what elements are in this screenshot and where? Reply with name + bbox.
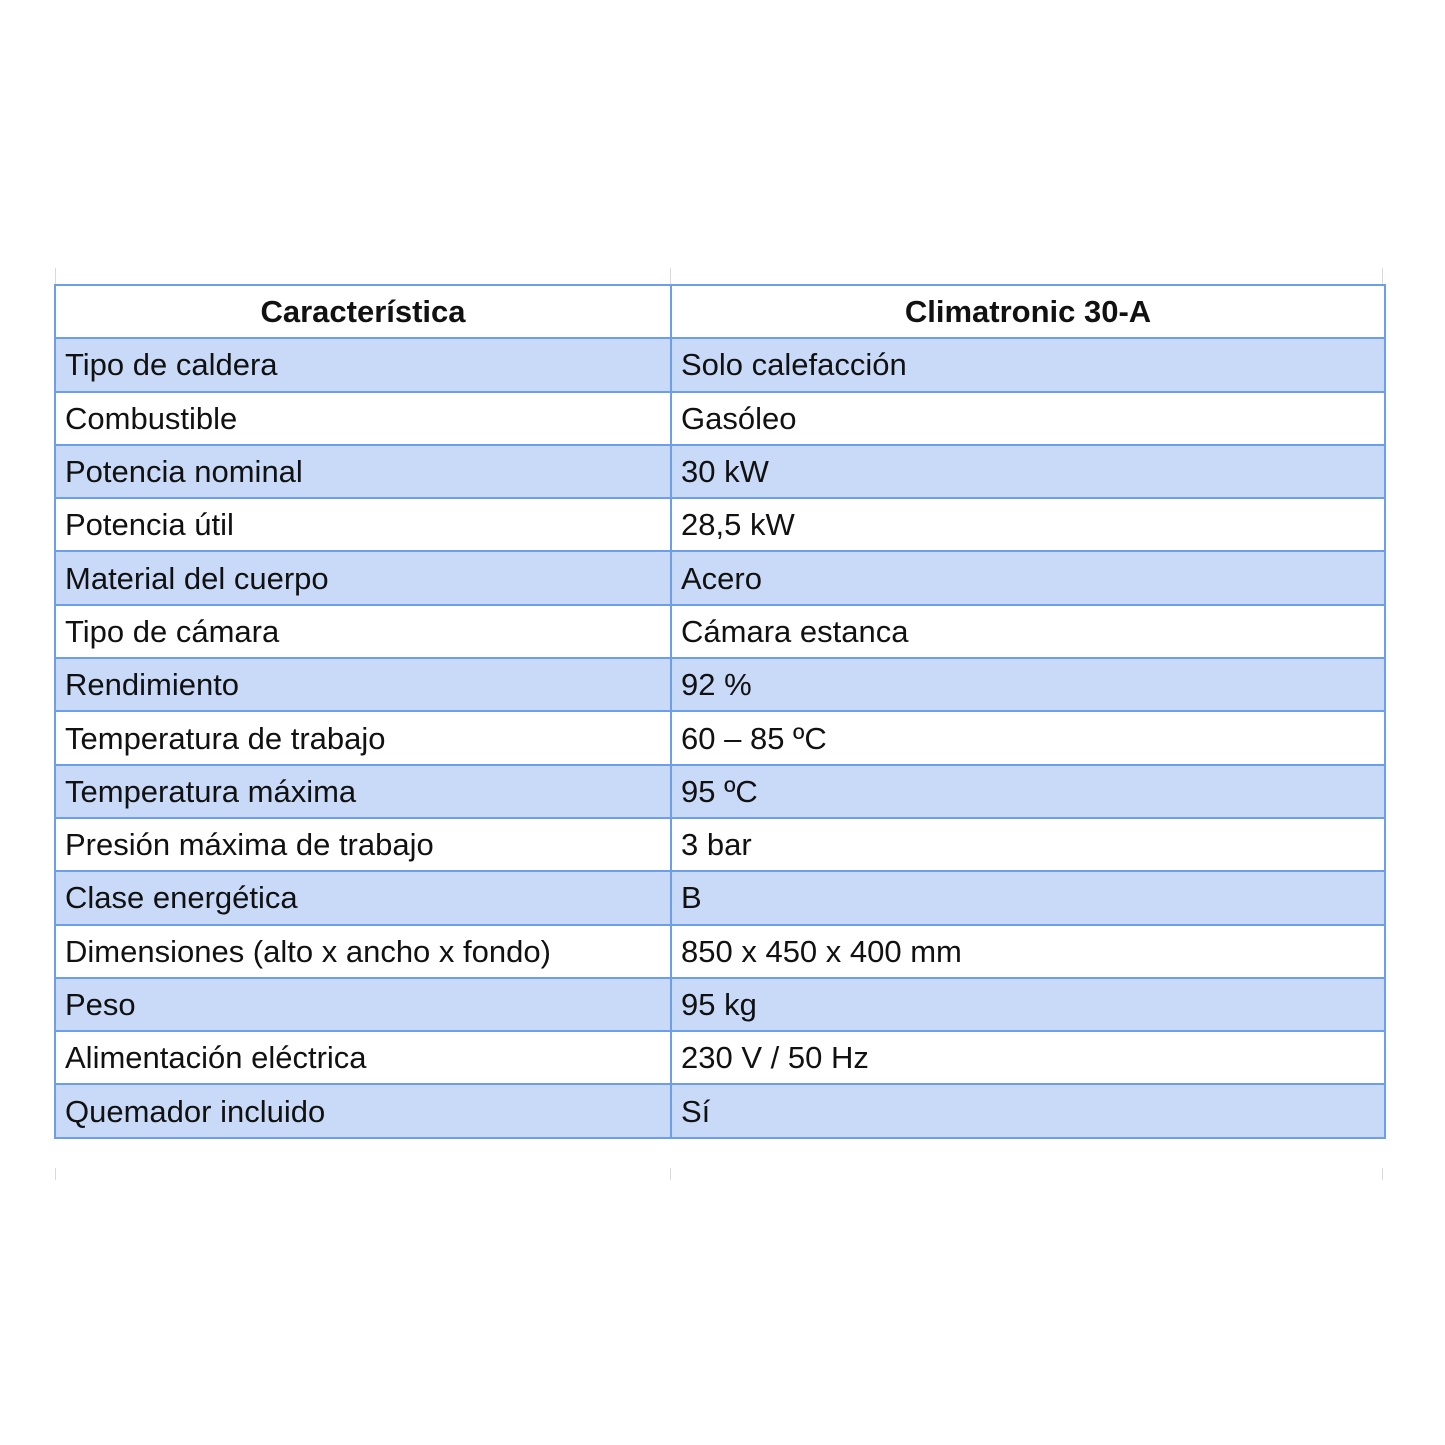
feature-cell[interactable]: Potencia nominal xyxy=(55,445,671,498)
feature-cell[interactable]: Presión máxima de trabajo xyxy=(55,818,671,871)
spreadsheet-area xyxy=(54,268,1384,1180)
value-cell[interactable]: Cámara estanca xyxy=(671,605,1385,658)
feature-cell[interactable]: Temperatura de trabajo xyxy=(55,711,671,764)
value-cell[interactable]: 95 kg xyxy=(671,978,1385,1031)
value-cell[interactable]: Sí xyxy=(671,1084,1385,1137)
feature-cell[interactable]: Rendimiento xyxy=(55,658,671,711)
value-cell[interactable]: 95 ºC xyxy=(671,765,1385,818)
value-cell[interactable]: 30 kW xyxy=(671,445,1385,498)
value-cell[interactable]: 28,5 kW xyxy=(671,498,1385,551)
table-row xyxy=(55,871,1385,924)
feature-cell[interactable]: Dimensiones (alto x ancho x fondo) xyxy=(55,925,671,978)
feature-cell[interactable]: Tipo de caldera xyxy=(55,338,671,391)
header-row xyxy=(55,285,1385,338)
value-cell[interactable]: 850 x 450 x 400 mm xyxy=(671,925,1385,978)
value-cell[interactable]: B xyxy=(671,871,1385,924)
table-row xyxy=(55,658,1385,711)
table-row xyxy=(55,1031,1385,1084)
header-model[interactable]: Climatronic 30-A xyxy=(671,285,1385,338)
specifications-table xyxy=(54,284,1386,1139)
feature-cell[interactable]: Temperatura máxima xyxy=(55,765,671,818)
table-row xyxy=(55,925,1385,978)
feature-cell[interactable]: Potencia útil xyxy=(55,498,671,551)
value-cell[interactable]: 92 % xyxy=(671,658,1385,711)
value-cell[interactable]: 230 V / 50 Hz xyxy=(671,1031,1385,1084)
gridline-stub xyxy=(1382,268,1383,284)
table-row xyxy=(55,765,1385,818)
table-row xyxy=(55,1084,1385,1137)
feature-cell[interactable]: Peso xyxy=(55,978,671,1031)
table-row xyxy=(55,605,1385,658)
gridline-stub xyxy=(55,268,56,284)
table-row xyxy=(55,711,1385,764)
gridline-stub xyxy=(1382,1168,1383,1180)
table-row xyxy=(55,392,1385,445)
feature-cell[interactable]: Quemador incluido xyxy=(55,1084,671,1137)
table-body xyxy=(55,338,1385,1137)
value-cell[interactable]: Gasóleo xyxy=(671,392,1385,445)
feature-cell[interactable]: Combustible xyxy=(55,392,671,445)
feature-cell[interactable]: Alimentación eléctrica xyxy=(55,1031,671,1084)
value-cell[interactable]: 60 – 85 ºC xyxy=(671,711,1385,764)
feature-cell[interactable]: Material del cuerpo xyxy=(55,551,671,604)
gridline-stub xyxy=(670,1168,671,1180)
table-row xyxy=(55,978,1385,1031)
header-feature[interactable]: Característica xyxy=(55,285,671,338)
feature-cell[interactable]: Clase energética xyxy=(55,871,671,924)
gridline-stub xyxy=(55,1168,56,1180)
value-cell[interactable]: Solo calefacción xyxy=(671,338,1385,391)
feature-cell[interactable]: Tipo de cámara xyxy=(55,605,671,658)
table-row xyxy=(55,498,1385,551)
value-cell[interactable]: 3 bar xyxy=(671,818,1385,871)
table-row xyxy=(55,338,1385,391)
value-cell[interactable]: Acero xyxy=(671,551,1385,604)
table-row xyxy=(55,445,1385,498)
table-row xyxy=(55,551,1385,604)
gridline-stub xyxy=(670,268,671,284)
table-row xyxy=(55,818,1385,871)
